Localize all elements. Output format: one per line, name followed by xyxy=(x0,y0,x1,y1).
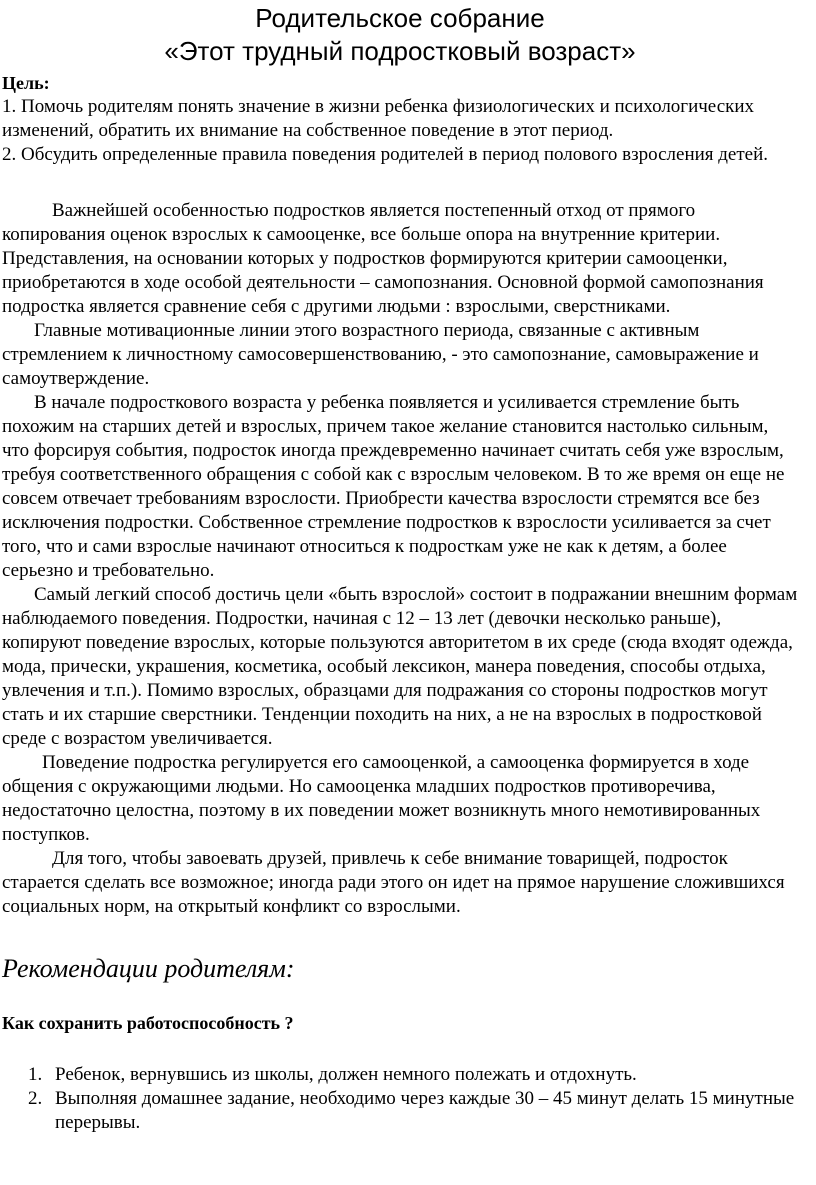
list-item-text: Выполняя домашнее задание, необходимо через каждые 30 – 45 минут делать 15 минутные перерывы. xyxy=(55,1088,795,1133)
recommendations-subheading: Как сохранить работоспособность ? xyxy=(2,1013,294,1033)
paragraph-4: Самый легкий способ достичь цели «быть взрослой» состоит в подражании внешним формам наблюдаемого поведения. Подростки, начиная с 12 – 13 лет (девочки несколько раньше), копируют поведение взрослых, которые пользуются авторитетом в их среде (сюда входят одежда, мода, прически, украшения, косметика, особый лексикон, манера поведения, способы отдыха, увлечения и т.п.). Помимо взрослых, образцами для подражания со стороны подростков могут стать и их старшие сверстники. Тенденции походить на них, а не на взрослых в подростковой среде с возрастом увеличивается. xyxy=(2,584,798,749)
list-item xyxy=(2,1063,798,1087)
paragraph-5: Поведение подростка регулируется его самооценкой, а самооценка формируется в ходе общения с окружающими людьми. Но самооценка младших подростков противоречива, недостаточно целостна, поэтому в их поведении может возникнуть много немотивированных поступков. xyxy=(2,752,761,845)
document-title xyxy=(2,2,798,68)
paragraph-6: Для того, чтобы завоевать друзей, привлечь к себе внимание товарищей, подросток старается сделать все возможное; иногда ради этого он идет на прямое нарушение сложившихся социальных норм, на открытый конфликт со взрослыми. xyxy=(2,848,785,917)
recommendations-heading: Рекомендации родителям: xyxy=(2,954,295,983)
title-line-2: «Этот трудный подростковый возраст» xyxy=(164,36,636,66)
body-text xyxy=(2,199,798,919)
goal-item-1: 1. Помочь родителям понять значение в жизни ребенка физиологических и психологических изменений, обратить их внимание на собственное поведение в этот период. xyxy=(2,96,755,141)
list-item xyxy=(2,1087,798,1135)
goal-list xyxy=(2,95,798,167)
goal-item-2: 2. Обсудить определенные правила поведения родителей в период полового взросления детей. xyxy=(2,144,769,165)
title-line-1: Родительское собрание xyxy=(255,3,545,33)
recommendations-list xyxy=(2,1063,798,1135)
paragraph-1: Важнейшей особенностью подростков является постепенный отход от прямого копирования оценок взрослых к самооценке, все больше опора на внутренние критерии. Представления, на основании которых у подростков формируются критерии самооценки, приобретаются в ходе особой деятельности – самопознания. Основной формой самопознания подростка является сравнение себя с другими людьми : взрослыми, сверстниками. xyxy=(2,200,764,317)
goal-heading: Цель: xyxy=(2,73,50,93)
list-item-number: 2. xyxy=(28,1088,43,1109)
paragraph-3: В начале подросткового возраста у ребенка появляется и усиливается стремление быть похожим на старших детей и взрослых, причем такое желание становится настолько сильным, что форсируя события, подросток иногда преждевременно начинает считать себя уже взрослым, требуя соответственного обращения с собой как с взрослым человеком. В то же время он еще не совсем отвечает требованиям взрослости. Приобрести качества взрослости стремятся все без исключения подростки. Собственное стремление подростков к взрослости усиливается за счет того, что и сами взрослые начинают относиться к подросткам уже не как к детям, а более серьезно и требовательно. xyxy=(2,392,785,581)
list-item-text: Ребенок, вернувшись из школы, должен немного полежать и отдохнуть. xyxy=(55,1064,637,1085)
paragraph-2: Главные мотивационные линии этого возрастного периода, связанные с активным стремлением к личностному самосовершенствованию, - это самопознание, самовыражение и самоутверждение. xyxy=(2,320,759,389)
spacer xyxy=(2,167,798,199)
list-item-number: 1. xyxy=(28,1064,43,1085)
